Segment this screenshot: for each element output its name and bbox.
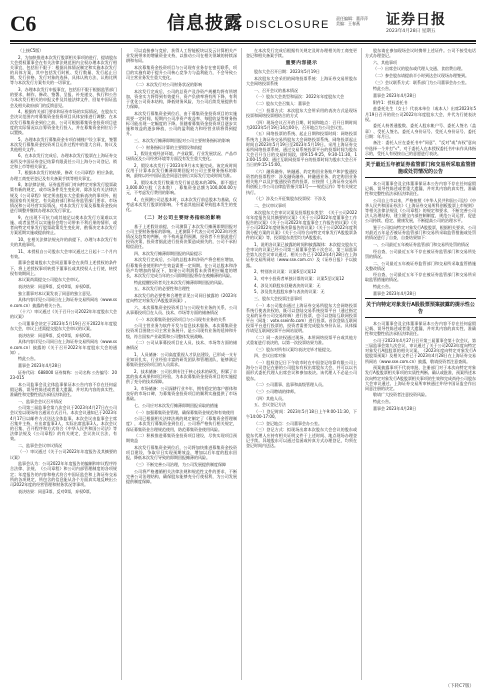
paragraph: 公司第三届监事会第九次会议于2023年4月27日在公司会议室以现场结合通讯方式召开。本次会议通知已于2023年4月17日以邮件方式送达全体监事。本次会议由监事会主席召集并主持，应出席监事3人，实际出席监事3人。本次会议的召集、召开程序和方式符合《中华人民共和国公司法》等法律法规及《公司章程》的有关规定，会议决议合法、有效。 xyxy=(10,405,117,442)
paragraph: 可以直接参与竞价，获得人工智能板块以及云计算相关产业发展带来的增量资金支持，以推动公司在相关领域的持续深耕和布局。 xyxy=(126,48,237,64)
column-1 xyxy=(10,48,117,680)
paragraph: 附件1：授权委托书 xyxy=(373,99,408,105)
paragraph: 股东大会召开日期：2023年5月19日 xyxy=(254,69,320,75)
paragraph: （四）其他人员。 xyxy=(254,395,286,401)
paragraph: 4、涉及关联股东回避表决的议案：无 xyxy=(254,282,321,288)
paragraph: 基于上述假设前提，公司测算了本次发行摊薄即期回报对公司主要财务指标的影响。上述测算不代表公司对2023年经营情况及趋势的判断，亦不构成盈利预测，投资者不应据此进行投资决策，投资者据此进行投资决策造成损失的，公司不承担赔偿责任。 xyxy=(126,223,237,250)
paragraph: 董事会 2023年4月28日 xyxy=(373,405,417,411)
paragraph: 在本次发行完成后根据有关规定及时办理相关的工商变更登记和相关备案手续。 xyxy=(246,48,357,59)
paragraph: 董事会 2023年4月28日 xyxy=(373,290,417,296)
paragraph: 董事会提请股东大会同意董事会在获得上述授权的条件下，将上述授权事项转授予董事长或其授权人士行使，转授权有效期同上。 xyxy=(10,260,117,276)
paragraph: 2、假设本次发行于2023年9月末实施完成。该完成时间仅用于计算本次发行摊薄即期回报对公司主要财务指标的影响，最终以经中国证监会同意注册后实际发行完成时间为准。 xyxy=(126,163,237,179)
paragraph: （一）股权登记日下午收市时在中国登记结算有限公司上海分公司登记在册的公司股东有权出席股东大会，并可以以书面形式委托代理人出席会议和参加表决。该代理人不必是公司股东。 xyxy=(246,360,357,381)
paragraph: 二、会议审议事项 xyxy=(254,202,286,208)
paragraph: 6、在本次发行完成后，办理本次发行股票在上海证券交易所及中国证券登记结算有限责任公司上海分公司登记、锁定和上市等相关事宜。 xyxy=(10,153,117,169)
paragraph: 本公司监事会及全体监事保证本公告内容不存在任何虚假记载、误导性陈述或者重大遗漏，并对其内容的真实性、准确性和完整性依法承担法律责任。 xyxy=(10,381,117,397)
paragraph: 公司主营业务为软件开发与信息技术服务，本次募集资金投资项目围绕公司主营业务展开，是公司现有业务的延伸和升级，符合国家产业政策和公司整体发展战略。 xyxy=(126,323,237,339)
paragraph: 一、公司最近五年被证券监管部门和交易所处罚的情况 xyxy=(373,242,469,248)
paragraph: 4、根据有关部门要求和证券市场的实际情况，在股东大会决议范围内对募集资金投资项目具体安排进行调整；在本次发行募集资金到位之前，公司可根据募集资金投资项目进度的实际情况以自筹资金先行投入，并在募集资金到位后予以置换。 xyxy=(10,109,117,135)
paragraph: 3、办理本次发行申报事宜，包括但不限于根据监管部门的要求，制作、修改、签署、呈报、补充递交、执行和公告与本次发行相关的申报文件及其他法律文件，回复中国证监会及相关政府部门的反馈意见。 xyxy=(10,87,117,108)
paragraph: 六、其他事项 xyxy=(373,59,397,65)
paragraph: （一）股东大会类型和届次：2022年年度股东大会 xyxy=(254,94,345,100)
paragraph: 二、监事会会议审议情况 xyxy=(18,442,62,448)
paragraph: 特此公告。 xyxy=(373,86,393,92)
paragraph: 本次发行募集资金到位后，由于募集资金投资项目的实施需要一定时间，短期内公司净资产收益率、每股收益等财务指标可能出现一定幅度的下降。但随着募集资金投资项目逐步实施和效益的逐步释放，公司的盈利能力和经营业绩将得到提升。 xyxy=(126,110,237,137)
column-4 xyxy=(365,48,476,680)
paragraph: 本次募集资金投资项目与公司现有业务存在密切联系，项目的实施有助于提升公司核心竞争力与盈利能力，不会导致公司主营业务发生重大变化。 xyxy=(126,64,237,81)
column-3 xyxy=(246,48,357,680)
paragraph: （一）本次募集资金投资项目与公司现有业务的关系 xyxy=(134,316,226,322)
paragraph: 四、本次发行摊薄即期回报的风险提示 xyxy=(134,250,202,256)
paragraph: 11、本授权自公司股东大会审议通过之日起十二个月内有效。 xyxy=(10,248,117,259)
paragraph: （二）登记地点：公司董事会办公室。 xyxy=(254,420,322,426)
paragraph: 1、假设宏观经济环境、产业政策、行业发展状况、产品市场情况及公司经营环境等方面没有发生重大变化。 xyxy=(126,151,237,162)
paragraph: （三）投票方式：本次股东大会所采用的表决方式是现场投票和网络投票相结合的方式 xyxy=(246,107,357,118)
paragraph: 公司于2023年4月27日召开第三届董事会第十次会议、第三届监事会第九次会议，审议通过了关于公司2023年度向特定对象发行A股股票的相关议案。《2023年度向特定对象发行A股股票预案》及相关文件已于2023年4月28日在上海证券交易所网站（www.sse.com.cn）披露，敬请投资者注意查阅。 xyxy=(365,337,476,364)
paragraph: 5、办理本次发行募集资金专项存储账户设立事宜，签署本次发行募集资金投资项目运作过程中的重大合同、协议及其他相关文件。 xyxy=(10,136,117,152)
paragraph: 五、本次发行的必要性和合理性 xyxy=(134,286,190,292)
paragraph: 本议案尚需提交公司股东大会审议。 xyxy=(18,277,82,283)
paragraph: （二）公司董事、监事和高级管理人员。 xyxy=(254,382,326,388)
paragraph: 公司董事会决定于2023年5月19日召开2022年年度股东大会，审议上述需提交股东大会审议的议案。 xyxy=(10,321,117,332)
paragraph: 1、说明各议案已披露的时间和披露媒体：本次提交股东大会审议的议案已经公司第三届董事会第十次会议、第三届监事会第九次会议审议通过，相关公告已于2023年4月28日在上海证券交易所网站（www.sse.com.cn）及《证券日报》予以披露。 xyxy=(246,242,357,268)
section-title-english: DISCLOSURE xyxy=(246,19,330,31)
paragraph: 证券代码：688000 证券简称：公司名称 公告编号：2023-015 xyxy=(10,369,117,380)
column-2 xyxy=(126,48,237,680)
paragraph: 监事会认为：公司2022年年度报告的编制和审议程序符合法律、法规、《公司章程》和公司内部管理制度的各项规定；年度报告的内容和格式符合中国证监会和上海证券交易所的各项规定，所包含的信息能从各个方面真实地反映出公司2022年度的经营管理和财务状况等事项。 xyxy=(10,461,117,487)
paragraph: 具体内容详见公司同日在上海证券交易所网站（www.sse.com.cn）披露的《关于召开2022年年度股东大会的通知》。 xyxy=(10,339,117,355)
paragraph: （六）融资融券、转融通、约定购回业务账户和沪股通投资者的投票程序：涉及融资融券、转融通业务、约定购回业务相关账户以及沪股通投资者的投票，应按照《上海证券交易所科创板上市公司自律监管指引第1号——规范运作》等有关规定执行。 xyxy=(246,168,357,195)
paragraph: （三）不断完善公司治理，为公司发展提供制度保障 xyxy=(134,461,226,467)
paragraph: 股东请在参加现场会议时携带上述证件。公司不接受电话方式办理登记。 xyxy=(365,48,476,59)
paragraph: 3、市场储备：公司深耕行业多年，拥有稳定的客户群体和良好的市场口碑，为募集资金投资项目的顺利实施提供了市场基础。 xyxy=(126,385,237,402)
paragraph: 3、对中小投资者单独计票的议案：议案5至议案12 xyxy=(254,275,345,281)
paragraph: 2、特别决议议案：议案6至议案12 xyxy=(254,269,317,275)
paragraph: 一、监事会会议召开情况 xyxy=(18,398,62,404)
paragraph: 二、公司最近五年被证券监管部门和交易所采取监管措施及整改情况 xyxy=(365,260,476,271)
column-divider xyxy=(361,48,362,680)
paragraph: （二）积极推进募集资金投资项目建设，尽快实现项目预期效益 xyxy=(126,433,237,444)
paragraph: 表决结果：同意9票，反对0票，弃权0票。 xyxy=(18,332,94,338)
page-number: C6 xyxy=(10,11,36,36)
paragraph: 3、假设本次发行数量为发行前总股本的30%，即不超过3,000.00万股（含本数），募集资金总额为100,000.00万元，不考虑发行费用的影响。 xyxy=(126,180,237,196)
paragraph: 三、股东大会投票注意事项 xyxy=(254,295,302,301)
paragraph: 本次发行募集资金到位后，公司将加快推进募集资金投资项目建设，争取早日实现预期效益，增加以后年度的股东回报，降低本次发行导致的即期回报摊薄的风险。 xyxy=(126,444,237,461)
paragraph: （上接C5版） xyxy=(18,48,44,53)
paragraph: （一）财务指标计算的主要假设和前提 xyxy=(134,144,202,150)
paragraph: 三、本次发行摊薄即期回报对公司主要财务指标的影响 xyxy=(134,138,230,143)
paragraph: 兹委托先生（女士）代表本单位（或本人）出席2023年5月19日召开的贵公司2022年年度股东大会，并代为行使表决权。 xyxy=(365,106,476,122)
editor-name: 责任编辑：董萍萍 xyxy=(336,16,368,21)
paragraph: 一、召开会议的基本情况 xyxy=(254,87,298,93)
paragraph: 经自查，公司最近五年不存在被证券监管部门和交易所采取监管措施的情况。 xyxy=(365,272,476,283)
paragraph: 敬请广大投资者注意投资风险。 xyxy=(373,392,429,398)
paragraph: 8、如法律法规、证券监管部门对向特定对象发行股票政策有新的规定，或市场条件发生变化时，除涉及有关法律法规及《公司章程》规定须由股东大会重新表决的事项外，根据国家有关规定、有关政府部门和证券监管部门要求、市场情况和公司经营实际情况，对本次发行方案及募集资金投向进行调整并继续办理本次发行事宜。 xyxy=(10,182,117,214)
paragraph: 1、人员储备：公司高度重视人才队伍建设，已形成一支专业知识扎实、行业经验丰富的研发团队和管理团队，能够满足募集资金投资项目的人员需求。 xyxy=(126,351,237,368)
paragraph: （二）公司从事募投项目在人员、技术、市场等方面的储备情况 xyxy=(126,340,237,351)
paragraph: 公司将严格遵循相关法律法规和规范性文件的要求，不断完善公司治理结构，确保股东能够充分行使权利，为公司发展提供制度保障。 xyxy=(126,468,237,484)
paragraph: （三）会议联系方式：联系部门为公司董事会办公室。 xyxy=(373,79,469,85)
paragraph: 具体内容详见公司同日在上海证券交易所网站（www.sse.com.cn）披露的相关公告。 xyxy=(10,297,117,308)
paragraph: 本次发行完成后，公司的总股本和净资产将会相应增加，但募集资金使用和产生效益需要一定周期。在公司总股本和净资产均增加的情况下，如果公司利润暂未获得相应幅度的增长，本次发行完成当年的公司即期回报将存在被摊薄的风险。 xyxy=(126,257,237,278)
paragraph: （十六）审议通过《关于召开公司2022年年度股东大会的议案》 xyxy=(10,309,117,320)
paragraph: （一）审议通过《关于公司2022年年度报告及其摘要的议案》 xyxy=(10,449,117,460)
paragraph: 9、在出现不可抗力或其他足以使本次发行方案难以实施、或者虽然可以实施但会给公司带来不利后果的情形，或者向特定对象发行股票政策发生变化时，酌情决定本次发行方案延期实施或提前终止。 xyxy=(10,214,117,236)
paragraph: 本公司董事会及全体董事保证本公告内容不存在任何虚假记载、误导性陈述或者重大遗漏，并对其内容的真实性、准确性和完整性依法承担法律责任。 xyxy=(365,320,476,337)
paragraph: （一）加强募集资金管理，确保募集资金规范和有效使用 xyxy=(134,409,234,415)
paragraph: 本次股东大会采用的网络投票系统：上海证券交易所股东大会网络投票系统 xyxy=(246,75,357,87)
paragraph: 独立董事对本议案发表了同意的独立意见。 xyxy=(18,290,94,296)
paragraph: 4、在预测公司总股本时，以本次发行前总股本为基础，仅考虑本次发行股票的影响，不考虑其他因素导致股本发生的变化。 xyxy=(126,197,237,213)
paragraph: 董事会 2023年4月28日 xyxy=(18,363,62,369)
paragraph: 委托人持普通股数、委托人股东帐户号、委托人签名（盖章）、受托人签名、委托人身份证号、受托人身份证号、委托日期：年月日。 xyxy=(365,123,476,139)
paragraph: 特此公告。 xyxy=(373,399,393,405)
paragraph: （五）网络投票的系统、起止日期和投票时间：网络投票系统为上海证券交易所股东大会网络投票系统，网络投票起止时间自2023年5月19日至2023年5月19日。采用上海证券交易所网络投票系统，通过交易系统投票平台的投票时间为股东大会召开当日的交易时间段，即9:15-9:25，9:30-11:30，13:00-15:00；通过互联网投票平台的投票时间为股东大会召开当日的9:15-15:00。 xyxy=(246,131,357,168)
editor-credits xyxy=(336,16,378,26)
paragraph: 特此公告。 xyxy=(18,356,38,362)
paragraph: 备注：委托人应在委托书中"同意"、"反对"或"弃权"意向中选择一个并打"√"，对于委托人在本授权委托书中未作具体指示的，受托人有权按自己的意愿进行表决。 xyxy=(365,140,476,156)
paragraph: （一）出席会议的股东或代理人交通、食宿费自理。 xyxy=(373,66,465,72)
section-heading: （二）对公司主要财务指标的影响 xyxy=(141,215,222,221)
header-rule xyxy=(10,40,476,42)
paragraph: 特此公告。 xyxy=(373,284,393,290)
publication-date: 2023年4月28日 星期五 xyxy=(386,29,436,34)
announcement-title: 关于向特定对象发行A股股票预案披露的提示性公告 xyxy=(365,298,476,318)
paragraph: 2、为加快推进本次发行股票相关事项的进行，提请股东大会授权董事会在有关法律法规范围内全权办理本次发行相关事宜，包括但不限于：根据具体情况制定和实施本次发行的具体方案，其中包括发行时机、发行数量、发行起止日期、发行价格、发行对象的选择、具体认购方法、认购比例等与本次发行方案有关的一切事宜。 xyxy=(10,54,117,86)
header-rule-thin xyxy=(10,43,476,44)
designer-name: 美编：王春燕 xyxy=(336,21,360,26)
paragraph: 公司已根据相关法律法规的规定制定了《募集资金管理制度》，本次发行募集资金到位后，公司将严格执行相关规定，保证募集资金合理规范使用，防范募集资金使用风险。 xyxy=(126,416,237,432)
paragraph: （一）本公司股东通过上海证券交易所股东大会网络投票系统行使表决权的，既可以登陆交易系统投票平台（通过指定交易的证券公司交易终端）进行投票，也可以登陆互联网投票平台（网址：vote.sseinfo.com）进行投票。首次登陆互联网投票平台进行投票的，投资者需要完成股东身份认证。具体操作请见互联网投票平台网站说明。 xyxy=(246,302,357,334)
paragraph: 7、根据本次发行的结果，修改《公司章程》相应条款，办理工商变更登记及有关备案手续等相关事宜。 xyxy=(10,170,117,181)
paragraph: （一）登记时间：2023年5月18日上午9:00-11:30，下午14:00-17:00。 xyxy=(246,408,357,420)
masthead xyxy=(10,12,476,38)
paragraph: （二）股东大会召集人：董事会 xyxy=(254,101,310,107)
paragraph: 表决结果：同意3票，反对0票，弃权0票。 xyxy=(18,488,94,494)
paragraph: 公司自上市以来，严格按照《中华人民共和国公司法》《中华人民共和国证券法》《上海证券交易所科创板股票上市规则》等相关法律法规及《公司章程》的规定和要求，不断完善公司法人治理结构，建立健全内部控制制度，规范公司运营，促进公司持续、稳定、健康发展，不断提高公司的治理水平。 xyxy=(365,197,476,224)
paragraph: 预案披露事项不代表审批、注册部门对于本次向特定对象发行A股股票相关事项的实质性判断、确认或批准，预案所述本次向特定对象发行A股股票相关事项的生效和完成尚待公司股东大会审议通过、上海证券交易所审核通过并经中国证监会作出同意注册的决定。 xyxy=(365,365,476,391)
section-title: 信息披露 xyxy=(167,13,243,34)
paragraph: 董事会 2023年4月28日 xyxy=(373,93,417,99)
newspaper-logo: 证券日报 xyxy=(386,12,446,28)
paragraph: 本次发行完成后，公司的总资产及净资产规模均将有所增加，资金实力将得到有效提升，资产负债率将有所下降，有利于优化公司资本结构，降低财务风险，为公司后续发展提供有力保障。 xyxy=(126,88,237,110)
announcement-title: 关于最近五年被证券监管部门和交易所采取监管措施或处罚情况的公告 xyxy=(365,158,476,178)
paragraph: 本公司董事会及全体董事保证本公告内容不存在任何虚假记载、误导性陈述或者重大遗漏，并对其内容的真实性、准确性和完整性依法承担法律责任。 xyxy=(365,180,476,197)
paragraph: （三）股东对所有议案均表决完毕才能提交。 xyxy=(254,346,334,352)
paragraph: 5、涉及优先股股东参与表决的议案：无 xyxy=(254,289,325,295)
paragraph: 鉴于公司拟向特定对象发行A股股票，根据相关要求，公司对最近五年是否被证券监管部门和交易所采取监管措施或处罚的情况进行了自查，自查结果如下： xyxy=(365,225,476,241)
paragraph: （三）登记方式：拟现场出席本次股东大会会议的股东或股东代理人应持有相关证明文件于上述时间、地点现场办理登记手续。异地股东可以通过信函或传真方式办理登记，均须在登记时间内送达。 xyxy=(246,427,357,448)
paragraph: （七）涉及公开征集股东投票权：不涉及 xyxy=(254,196,326,202)
paragraph: 四、会议出席对象 xyxy=(254,353,286,359)
paragraph: 特此提醒投资者关注本次发行摊薄即期回报的风险。 xyxy=(134,279,226,285)
paragraph: （二）本次发行对公司财务状况的影响 xyxy=(134,81,202,87)
column-divider xyxy=(241,48,242,680)
paragraph: 七、公司应对本次发行摊薄即期回报采取的措施 xyxy=(134,402,218,408)
paragraph: （二）同一表决权通过现场、本所网络投票平台或其他方式重复进行表决的，以第一次投票结果为准。 xyxy=(246,335,357,346)
paragraph: （四）现场会议召开的日期、时间和地点：召开日期时间为2023年5月19日14点00分，召开地点为公司会议室。 xyxy=(246,119,357,130)
paragraph: 六、本次募集资金投资项目与公司现有业务的关系，公司从事募投项目在人员、技术、市场等方面的储备情况 xyxy=(126,304,237,315)
continued-note: （下转C7版） xyxy=(445,684,474,689)
paragraph: 五、会议登记方法 xyxy=(254,402,286,408)
section-heading: 重要内容提示 xyxy=(285,61,318,67)
paragraph: 本次发行的必要性和合理性详见公司同日披露的《2023年度向特定对象发行A股股票预案》。 xyxy=(126,292,237,304)
paragraph: 表决结果：同意9票，反对0票，弃权0票。 xyxy=(18,284,94,290)
paragraph: 本次股东大会审议议案及投票股东类型：《关于公司2022年年度报告及其摘要的议案》《关于公司2022年度董事会工作报告的议案》《关于公司2022年度监事会工作报告的议案》《关于公司2022年度财务决算报告的议案》《关于公司2022年度利润分配方案的议案》《关于公司符合向特定对象发行A股股票条件的议案》等，投票股东类型均为A股股东。 xyxy=(246,209,357,241)
paragraph: （二）参会股东请提前半小时到达会议现场办理签到。 xyxy=(373,73,469,79)
paragraph: 经自查，公司最近五年不存在被证券监管部门和交易所处罚的情况。 xyxy=(365,248,476,259)
column-divider xyxy=(121,48,122,680)
paragraph: 2、技术储备：公司长期专注于核心技术的研发，积累了丰富的技术成果和项目经验，为本次募集资金投资项目的实施提供了充分的技术保障。 xyxy=(126,368,237,385)
paragraph: （三）公司聘请的律师。 xyxy=(254,388,298,394)
paragraph: 10、在相关法律法规允许的前提下，办理与本次发行有关的其他事项。 xyxy=(10,236,117,247)
